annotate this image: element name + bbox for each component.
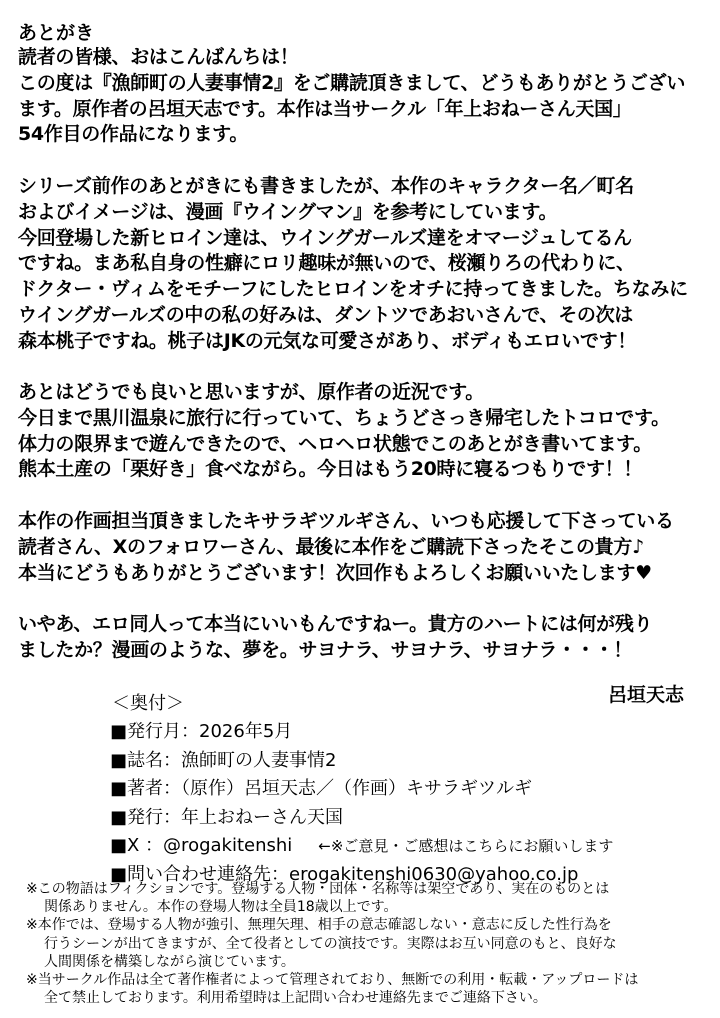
afterword-paragraph-closing xyxy=(18,612,718,664)
paragraph-line: ドクター・ヴィムをモチーフにしたヒロインをオチに持ってきました。ちなみに xyxy=(18,278,688,301)
note-copyright: ※当サークル作品は全て著作権者によって管理されており、無断での利用・転載・アップロードは xyxy=(26,972,639,989)
paragraph-line: 今日まで黒川温泉に旅行に行っていて、ちょうどさっき帰宅したトコロです。 xyxy=(18,406,670,429)
colophon-row-publisher: ■発行：年上おねーさん天国 xyxy=(110,806,344,828)
colophon-row-title: ■誌名：漁師町の人妻事情2 xyxy=(110,749,337,771)
afterword-paragraph-greeting xyxy=(18,45,718,148)
paragraph-line: 本作の作画担当頂きましたキサラギツルギさん、いつも応援して下さっている xyxy=(18,510,674,532)
colophon-row-authors: ■著者：（原作）呂垣天志／（作画）キサラギツルギ xyxy=(110,778,533,799)
colophon-title: ＜奥付＞ xyxy=(112,693,184,714)
note-line: 人間関係を構築しながら演じています。 xyxy=(44,953,295,970)
colophon-row-contact: ■問い合わせ連絡先：erogakitenshi0630@yahoo.co.jp xyxy=(110,863,579,885)
colophon xyxy=(110,690,613,889)
note-line: 全て禁止しております。利用希望時は上記問い合わせ連絡先までご連絡下さい。 xyxy=(44,990,547,1007)
paragraph-line: およびイメージは、漫画『ウイングマン』を参考にしています。 xyxy=(18,200,558,223)
afterword-heading: あとがき xyxy=(18,22,95,44)
disclaimer-notes xyxy=(26,880,706,1007)
paragraph-line: ですね。まあ私自身の性癖にロリ趣味が無いので、桜瀬りろの代わりに、 xyxy=(18,252,635,275)
x-feedback-note: ←※ご意見・ご感想はこちらにお願いします xyxy=(318,837,614,855)
paragraph-line: 本当にどうもありがとうございます！次回作もよろしくお願いいたします♥ xyxy=(18,561,652,584)
author-signature: 呂垣天志 xyxy=(607,684,684,706)
afterword-paragraph-characters xyxy=(18,174,718,355)
note-line: 行うシーンが出てきますが、全て役者としての演技です。実際はお互い同意のもと、良好な xyxy=(44,935,617,952)
paragraph-line: ましたか？漫画のような、夢を。サヨナラ、サヨナラ、サヨナラ・・・！ xyxy=(18,638,633,661)
paragraph-line: 今回登場した新ヒロイン達は、ウイングガールズ達をオマージュしてるん xyxy=(18,226,632,249)
paragraph-line: この度は『漁師町の人妻事情2』をご購読頂きまして、どうもありがとうござい xyxy=(18,71,686,94)
x-account: ■X ：@rogakitenshi xyxy=(110,835,293,856)
paragraph-line: ます。原作者の呂垣天志です。本作は当サークル「年上おねーさん天国」 xyxy=(18,97,632,120)
paragraph-line: 54作目の作品になります。 xyxy=(18,123,249,146)
paragraph-line: 読者さん、Xのフォロワーさん、最後に本作をご購読下さったそこの貴方♪ xyxy=(18,535,644,558)
afterword-paragraph-news xyxy=(18,380,718,483)
paragraph-line: ウイングガールズの中の私の好みは、ダントツであおいさんで、その次は xyxy=(18,303,634,326)
note-acting: ※本作では、登場する人物が強引、無理矢理、相手の意志確認しない・意志に反した性行為を xyxy=(26,917,612,934)
paragraph-line: 体力の限界まで遊んできたので、ヘロヘロ状態でこのあとがき書いてます。 xyxy=(18,432,652,455)
note-fiction: ※この物語はフィクションです。登場する人物・団体・名称等は架空であり、実在のものとは xyxy=(26,881,610,897)
paragraph-line: あとはどうでも良いと思いますが、原作者の近況です。 xyxy=(18,381,484,403)
paragraph-line: 森本桃子ですね。桃子はJKの元気な可愛さがあり、ボディもエロいです！ xyxy=(18,329,637,352)
paragraph-line: 熊本土産の「栗好き」食べながら。今日はもう20時に寝るつもりです！！ xyxy=(18,458,643,481)
colophon-row-date: ■発行月：2026年5月 xyxy=(110,721,293,742)
paragraph-line: いやあ、エロ同人って本当にいいもんですねー。貴方のハートには何が残り xyxy=(18,613,653,635)
colophon-row-x xyxy=(110,832,613,861)
paragraph-line: 読者の皆様、おはこんばんちは！ xyxy=(18,46,299,68)
paragraph-line: シリーズ前作のあとがきにも書きましたが、本作のキャラクター名／町名 xyxy=(18,175,634,197)
note-line: 関係ありません。本作の登場人物は全員18歳以上です。 xyxy=(44,899,398,916)
afterword-paragraph-thanks xyxy=(18,509,718,586)
